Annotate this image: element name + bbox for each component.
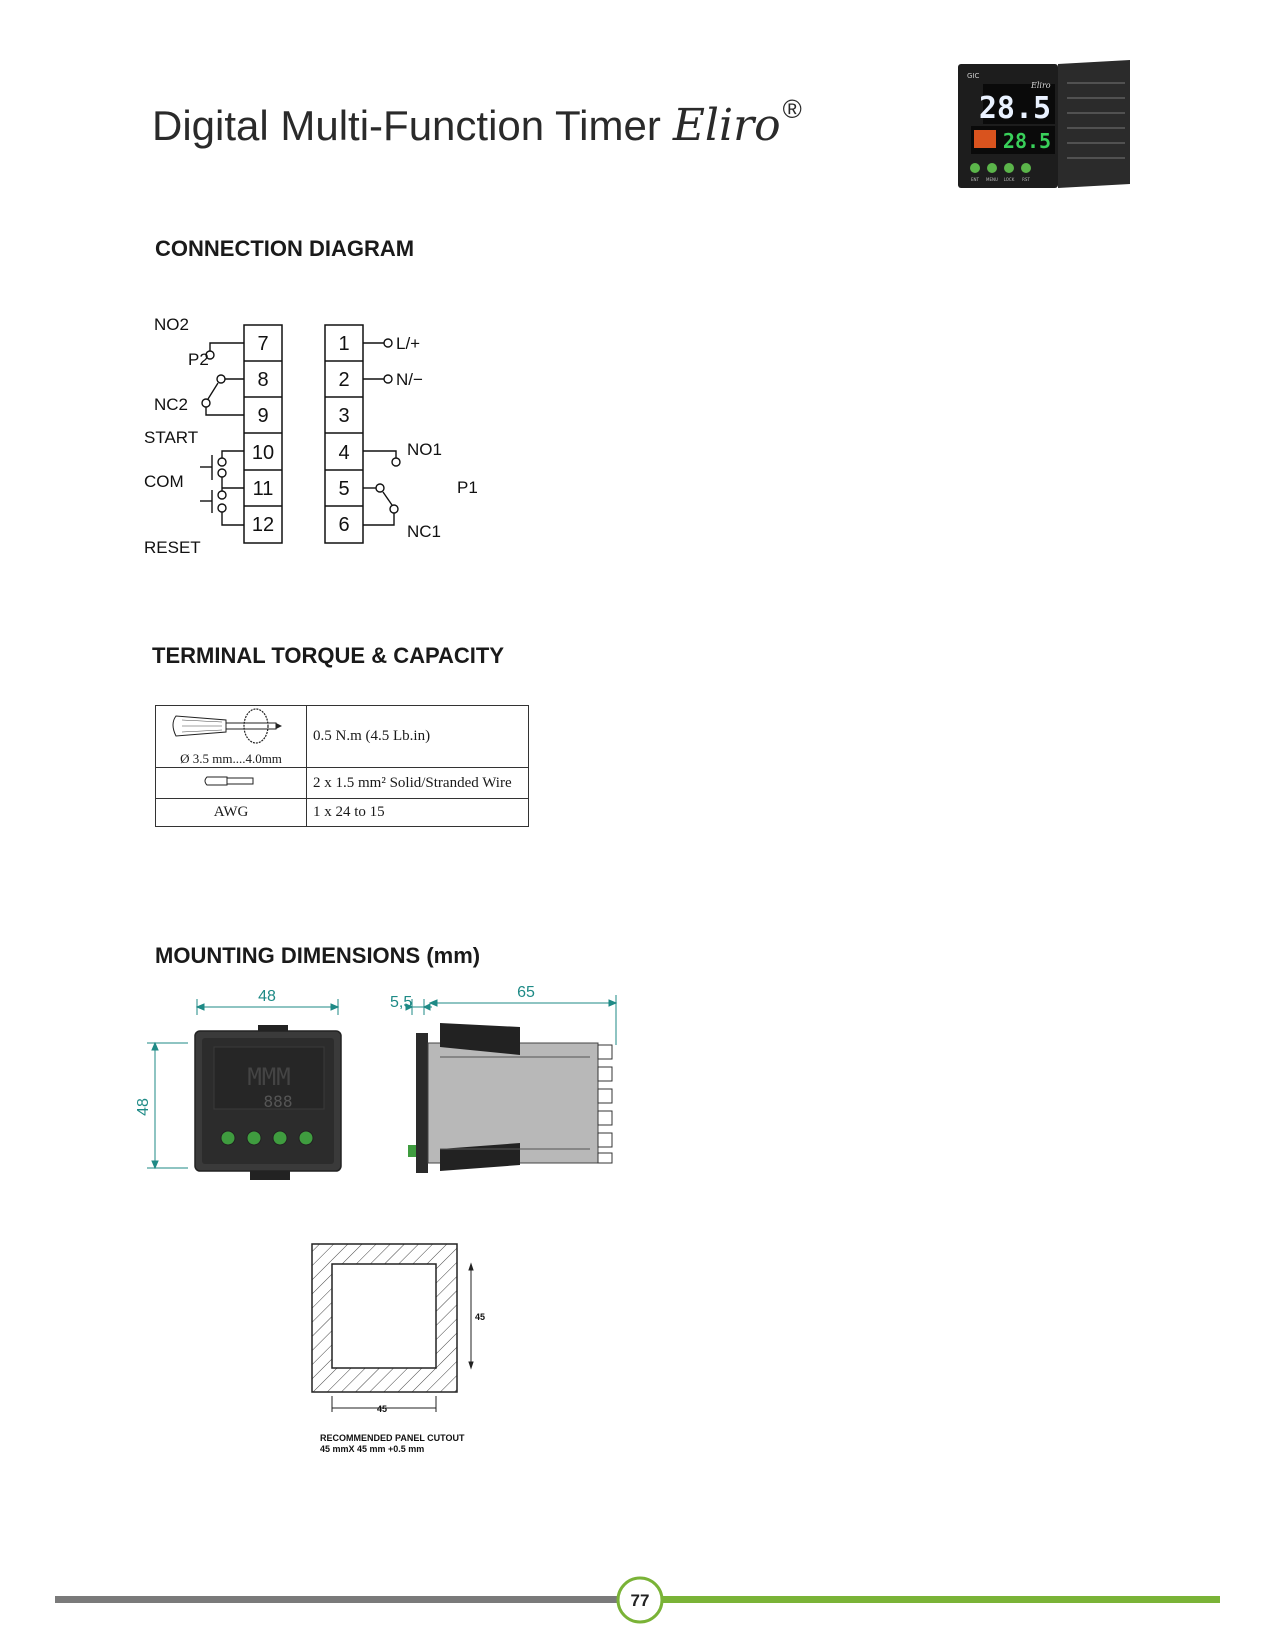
label-p1: P1 [457,478,478,497]
label-no1: NO1 [407,440,442,459]
terminal-12: 12 [251,514,275,536]
connection-diagram [140,315,520,565]
label-l: L/+ [396,334,421,353]
wire-cell [156,768,307,799]
product-image [955,58,1135,198]
table-row [156,706,529,768]
terminal-8: 8 [257,369,269,391]
title-text: Digital Multi-Function Timer [152,102,661,149]
terminal-9: 9 [257,405,269,427]
footer-bar-right [660,1596,1220,1603]
product-button [1004,163,1014,173]
product-button [970,163,980,173]
svg-text:888: 888 [263,1092,293,1111]
front-button [299,1131,313,1145]
label-start: START [144,428,199,447]
torque-value: 0.5 N.m (4.5 Lb.in) [307,706,529,768]
label-p2: P2 [188,350,209,369]
front-height: 48 [135,1098,152,1116]
side-view [370,985,630,1185]
product-side [1058,60,1130,188]
ferrule-icon [201,774,261,788]
terminal-1: 1 [338,333,350,355]
btn-label: ENT [971,177,979,182]
product-button [987,163,997,173]
product-button [1021,163,1031,173]
btn-label: MENU [986,177,998,182]
page-footer [0,1570,1275,1630]
terminal-10: 10 [251,442,275,464]
screwdriver-icon [156,706,306,752]
front-button [221,1131,235,1145]
label-nc1: NC1 [407,522,442,541]
terminal-6: 6 [338,514,350,536]
screwdriver-cell [156,706,307,768]
cutout-note-1: RECOMMENDED PANEL CUTOUT [320,1433,465,1443]
front-button [273,1131,287,1145]
brand-logo: Eliro [672,100,781,151]
terminal-5: 5 [338,478,350,500]
terminal-2: 2 [338,369,350,391]
torque-table [155,705,529,827]
label-n: N/− [396,370,423,389]
side-depth: 65 [517,984,535,1001]
label-no2: NO2 [154,315,189,334]
display-top: 28.5 [978,91,1052,126]
terminal-7: 7 [257,333,269,355]
table-row [156,799,529,827]
label-com: COM [144,472,184,491]
cutout-note-2: 45 mmX 45 mm +0.5 mm [320,1444,425,1454]
torque-heading: TERMINAL TORQUE & CAPACITY [152,643,505,668]
btn-label: LOCK [1003,177,1015,182]
footer-bar-left [55,1596,620,1603]
front-width: 48 [258,988,276,1005]
btn-label: RST [1022,177,1030,182]
connection-heading: CONNECTION DIAGRAM [155,236,415,261]
side-bezel: 5,5 [390,994,413,1011]
product-model: Eliro [1031,81,1051,90]
cutout-width: 45 [377,1404,388,1414]
terminal-11: 11 [252,478,274,500]
awg-label: AWG [156,799,307,827]
registered-mark: ® [782,94,802,124]
page-title [152,94,802,151]
wire-capacity: 2 x 1.5 mm² Solid/Stranded Wire [307,768,529,799]
label-reset: RESET [144,538,201,557]
svg-text:MMM: MMM [247,1063,291,1091]
awg-value: 1 x 24 to 15 [307,799,529,827]
front-view [135,985,350,1185]
product-logo: GIC [967,72,980,80]
panel-cutout-diagram [295,1240,495,1460]
terminal-3: 3 [338,405,350,427]
cutout-height: 45 [475,1312,486,1322]
front-button [247,1131,261,1145]
table-row [156,768,529,799]
terminal-4: 4 [338,442,350,464]
label-nc2: NC2 [154,395,189,414]
page-number: 77 [630,1591,650,1610]
display-bottom: 28.5 [1002,129,1052,153]
mounting-heading: MOUNTING DIMENSIONS (mm) [155,943,481,968]
screwdriver-size: Ø 3.5 mm....4.0mm [180,751,282,766]
